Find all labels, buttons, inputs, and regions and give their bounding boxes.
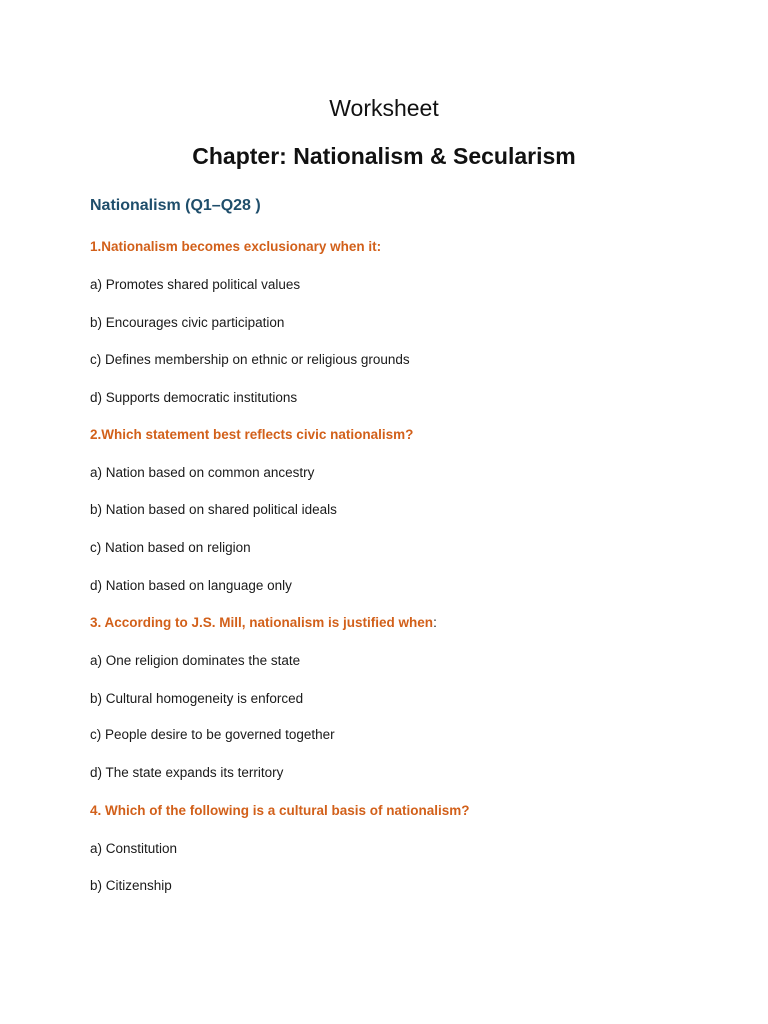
option-3b: b) Cultural homogeneity is enforced bbox=[90, 691, 304, 706]
question-text: 4. Which of the following is a cultural basis of nationalism? bbox=[90, 803, 470, 818]
option-1c: c) Defines membership on ethnic or religious grounds bbox=[90, 352, 410, 367]
question-3 bbox=[90, 614, 437, 632]
option-4b: b) Citizenship bbox=[90, 878, 172, 893]
option-1d: d) Supports democratic institutions bbox=[90, 390, 298, 405]
question-text: 2.Which statement best reflects civic nationalism? bbox=[90, 427, 414, 442]
question-2 bbox=[90, 426, 413, 444]
chapter-heading bbox=[0, 142, 768, 170]
question-text: 1.Nationalism becomes exclusionary when it: bbox=[90, 239, 382, 254]
option-2c: c) Nation based on religion bbox=[90, 540, 251, 555]
question-suffix: : bbox=[433, 615, 437, 630]
option-3a: a) One religion dominates the state bbox=[90, 653, 301, 668]
option-2a: a) Nation based on common ancestry bbox=[90, 465, 315, 480]
question-4 bbox=[90, 802, 470, 820]
option-4a: a) Constitution bbox=[90, 841, 178, 856]
question-1 bbox=[90, 238, 381, 256]
chapter-name: Nationalism & Secularism bbox=[293, 143, 576, 169]
document-title: Worksheet bbox=[329, 95, 439, 121]
option-1a: a) Promotes shared political values bbox=[90, 277, 301, 292]
chapter-prefix: Chapter: bbox=[192, 143, 294, 169]
question-text: 3. According to J.S. Mill, nationalism is justified when bbox=[90, 615, 434, 630]
option-2b: b) Nation based on shared political ideals bbox=[90, 502, 337, 517]
section-heading: Nationalism (Q1–Q28 ) bbox=[90, 197, 261, 214]
option-3d: d) The state expands its territory bbox=[90, 765, 284, 780]
option-3c: c) People desire to be governed together bbox=[90, 727, 335, 742]
option-1b: b) Encourages civic participation bbox=[90, 315, 285, 330]
option-2d: d) Nation based on language only bbox=[90, 578, 292, 593]
